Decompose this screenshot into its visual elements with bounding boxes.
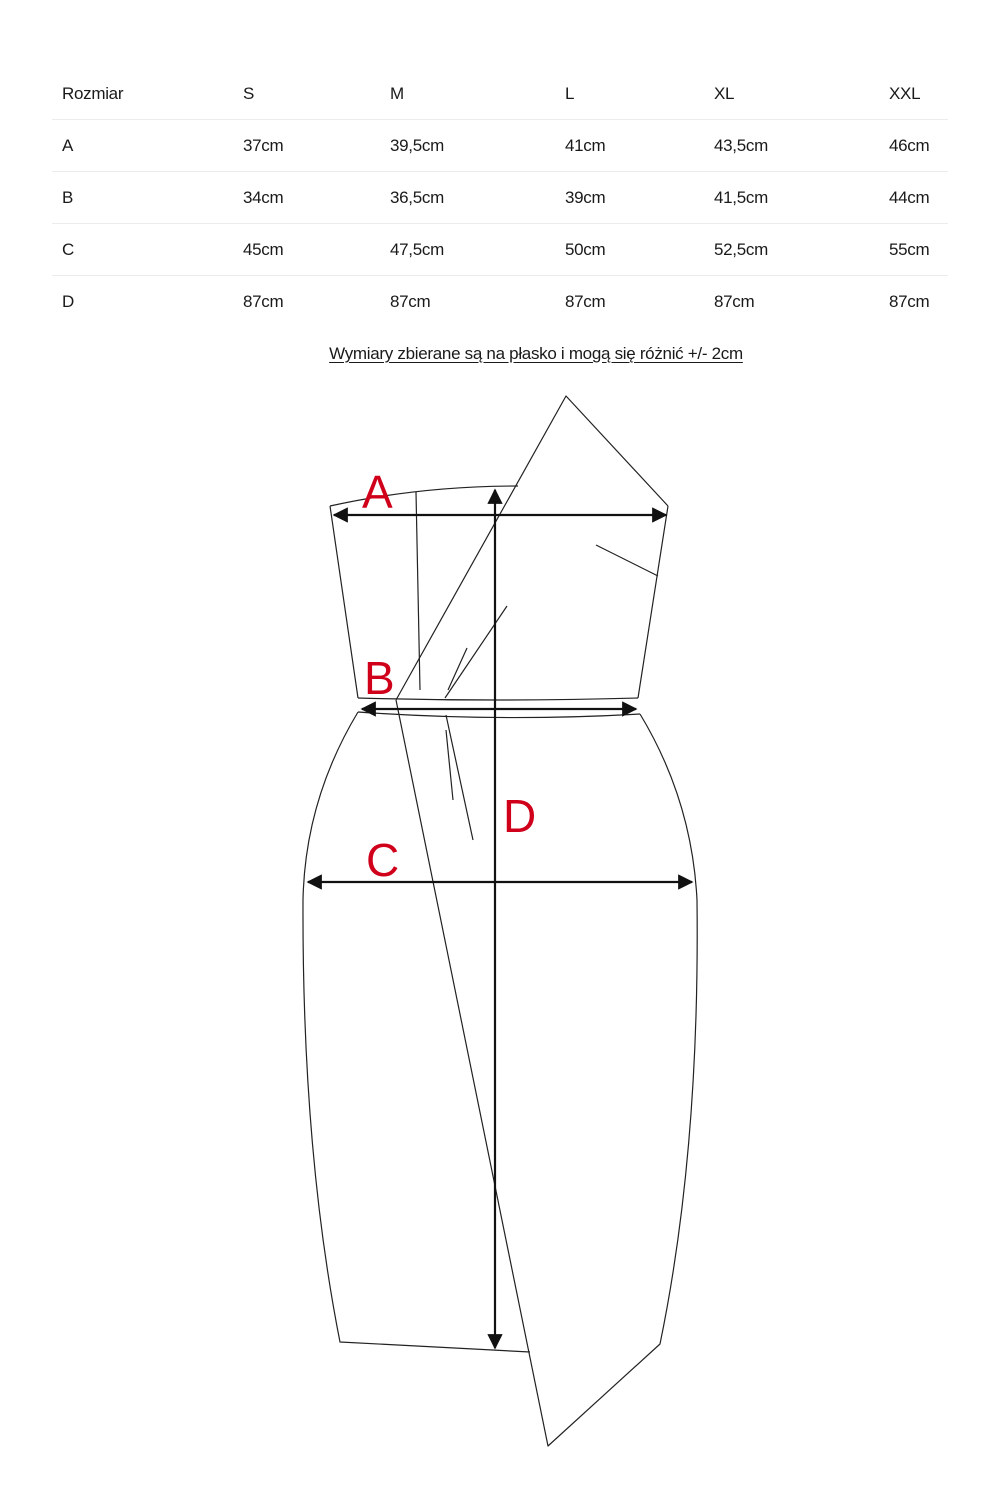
table-cell: 46cm: [879, 120, 948, 172]
label-c: C: [366, 834, 400, 886]
table-cell: 47,5cm: [380, 224, 555, 276]
shoulder-flap: [396, 396, 668, 700]
table-row: [52, 120, 948, 172]
table-cell: 87cm: [879, 276, 948, 328]
header-s: S: [243, 83, 255, 103]
table-cell: 34cm: [233, 172, 380, 224]
header-m: M: [390, 83, 404, 103]
table-cell: 37cm: [233, 120, 380, 172]
table-cell: 87cm: [233, 276, 380, 328]
table-cell: 87cm: [704, 276, 879, 328]
table-cell: 55cm: [879, 224, 948, 276]
table-row: [52, 276, 948, 328]
table-cell: 45cm: [233, 224, 380, 276]
table-cell: 87cm: [380, 276, 555, 328]
bodice-detail: [596, 545, 658, 576]
dress-outline: [303, 396, 697, 1446]
table-cell: 41cm: [555, 120, 704, 172]
table-cell: 43,5cm: [704, 120, 879, 172]
table-cell: 36,5cm: [380, 172, 555, 224]
pleat-lines: [445, 606, 507, 840]
header-xxl: XXL: [889, 83, 921, 103]
label-d: D: [503, 790, 537, 842]
table-cell: 39,5cm: [380, 120, 555, 172]
row-label: B: [52, 172, 233, 224]
label-a: A: [362, 466, 393, 518]
size-table-header-row: [52, 68, 948, 120]
row-label: C: [52, 224, 233, 276]
row-label: A: [52, 120, 233, 172]
table-cell: 41,5cm: [704, 172, 879, 224]
skirt-outline: [303, 700, 697, 1446]
measurement-arrows: [308, 490, 692, 1348]
label-b: B: [364, 652, 395, 704]
measurement-note: Wymiary zbierane są na płasko i mogą się różnić +/- 2cm: [329, 344, 743, 363]
header-l: L: [565, 83, 575, 103]
header-xl: XL: [714, 83, 735, 103]
table-row: [52, 224, 948, 276]
row-label: D: [52, 276, 233, 328]
table-row: [52, 172, 948, 224]
size-table: [52, 68, 948, 327]
header-size: Rozmiar: [62, 83, 124, 103]
table-cell: 52,5cm: [704, 224, 879, 276]
table-cell: 39cm: [555, 172, 704, 224]
bodice-outline: [330, 486, 668, 698]
table-cell: 87cm: [555, 276, 704, 328]
table-cell: 50cm: [555, 224, 704, 276]
waistband: [358, 698, 640, 718]
bodice-dart: [416, 492, 420, 690]
table-cell: 44cm: [879, 172, 948, 224]
